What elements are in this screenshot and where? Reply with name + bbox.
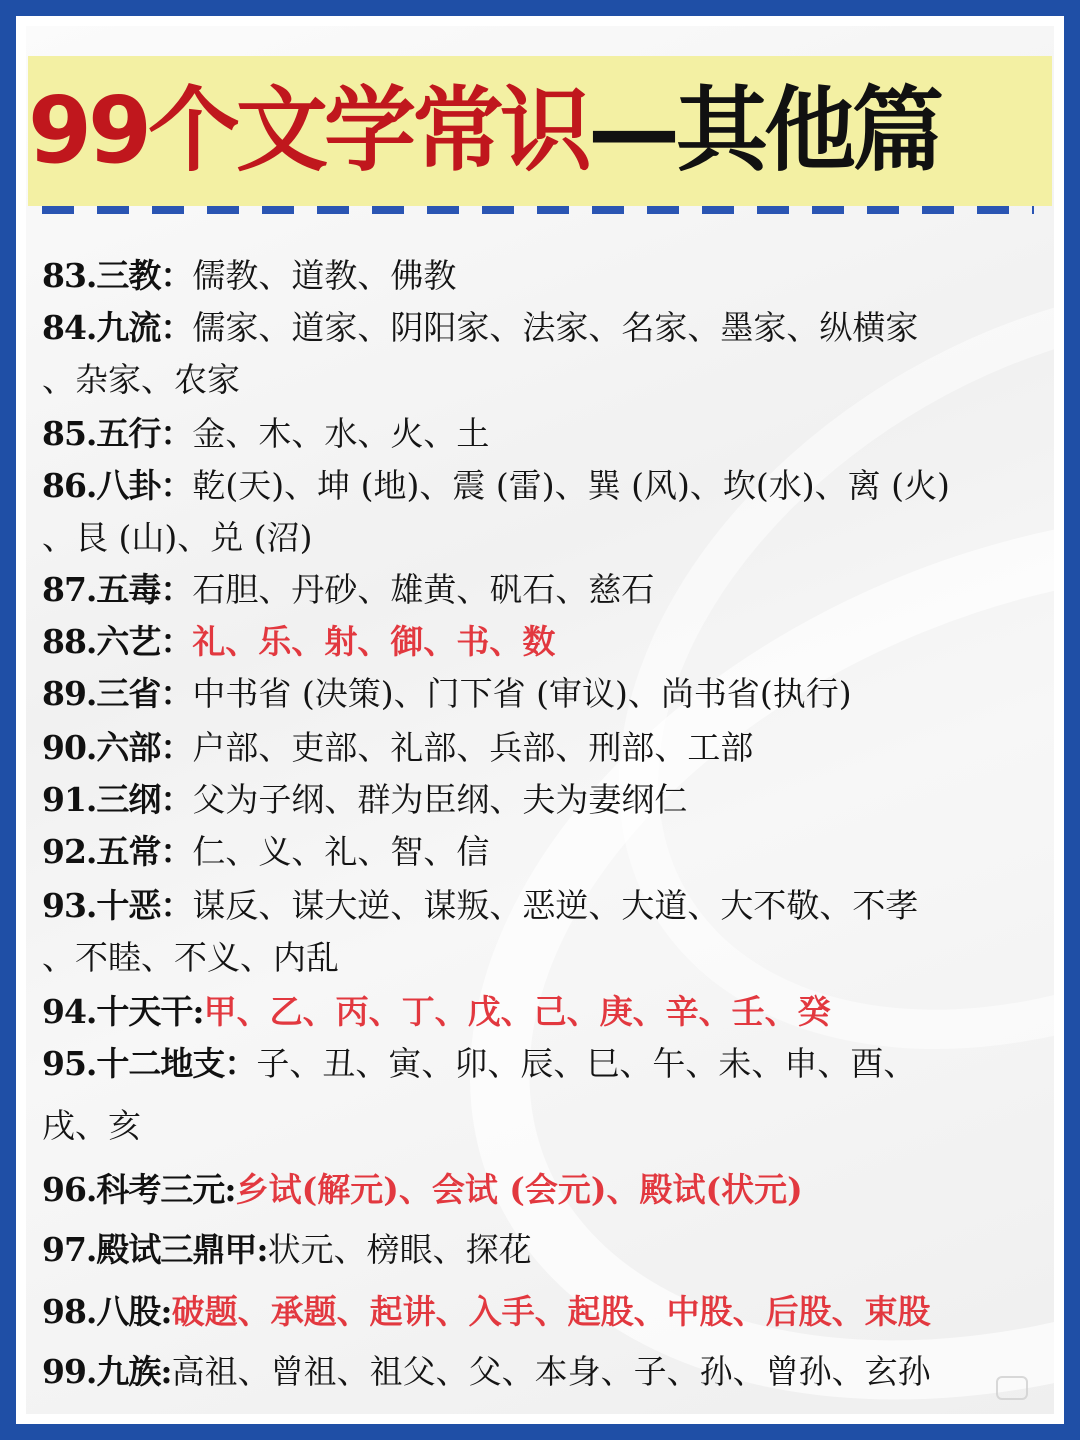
page-frame <box>16 16 1064 1424</box>
entry-text: 、杂家、农家 <box>42 360 240 399</box>
list-item-continuation <box>42 932 1034 979</box>
entry-text-highlight: 乡试(解元)、会试 (会元)、殿试(状元) <box>235 1170 803 1209</box>
list-item <box>42 1286 1034 1333</box>
dashed-divider <box>42 206 1034 214</box>
entry-text: 儒教、道教、佛教 <box>192 256 457 295</box>
list-item <box>42 564 1034 611</box>
entry-text: 金、木、水、火、土 <box>192 414 490 453</box>
title-red-part: 99个文学常识 <box>28 77 589 184</box>
entry-text: 仁、义、礼、智、信 <box>192 832 490 871</box>
list-item <box>42 250 1034 297</box>
entry-label: 89.三省： <box>42 674 193 713</box>
title-black-part: —其他篇 <box>588 77 941 184</box>
entry-label: 96.科考三元: <box>42 1170 236 1209</box>
list-item <box>42 1224 1034 1271</box>
list-item <box>42 1346 1034 1393</box>
entry-label: 99.九族: <box>42 1352 172 1391</box>
list-item-continuation <box>42 512 1034 559</box>
entry-text: 高祖、曾祖、祖父、父、本身、子、孙、曾孙、玄孙 <box>171 1352 931 1391</box>
content-card <box>26 26 1054 1414</box>
watermark-logo <box>996 1376 1028 1400</box>
entry-label: 88.六艺： <box>42 622 193 661</box>
entry-label: 94.十天干: <box>42 992 204 1031</box>
entry-text: 、不睦、不义、内乱 <box>42 938 339 977</box>
list-item <box>42 1038 1034 1085</box>
entry-label: 91.三纲： <box>42 780 193 819</box>
entry-text-highlight: 破题、承题、起讲、入手、起股、中股、后股、束股 <box>171 1292 931 1331</box>
list-item <box>42 986 1034 1033</box>
entry-label: 85.五行： <box>42 414 193 453</box>
entry-label: 95.十二地支： <box>42 1044 257 1083</box>
entry-text: 父为子纲、群为臣纲、夫为妻纲仁 <box>192 780 688 819</box>
entry-label: 87.五毒： <box>42 570 193 609</box>
entry-text: 户部、吏部、礼部、兵部、刑部、工部 <box>192 728 754 767</box>
entry-label: 90.六部： <box>42 728 193 767</box>
entry-text-highlight: 礼、乐、射、御、书、数 <box>192 622 556 661</box>
entry-text: 戌、亥 <box>42 1106 141 1145</box>
list-item <box>42 1164 1034 1211</box>
list-item <box>42 774 1034 821</box>
list-item-continuation <box>42 354 1034 401</box>
entry-text: 、艮 (山)、兑 (沼) <box>42 518 313 557</box>
page-title <box>28 56 1052 206</box>
entry-label: 97.殿试三鼎甲: <box>42 1230 268 1269</box>
entry-text-highlight: 甲、乙、丙、丁、戊、己、庚、辛、壬、癸 <box>203 992 831 1031</box>
list-item <box>42 722 1034 769</box>
entry-text: 状元、榜眼、探花 <box>267 1230 532 1269</box>
entry-text: 石胆、丹砂、雄黄、矾石、慈石 <box>192 570 655 609</box>
entry-label: 92.五常： <box>42 832 193 871</box>
list-item <box>42 880 1034 927</box>
entry-text: 乾(天)、坤 (地)、震 (雷)、巽 (风)、坎(水)、离 (火) <box>192 466 950 505</box>
list-item <box>42 460 1034 507</box>
title-banner <box>28 56 1052 206</box>
list-item <box>42 826 1034 873</box>
entry-text: 中书省 (决策)、门下省 (审议)、尚书省(执行) <box>192 674 852 713</box>
entry-label: 93.十恶： <box>42 886 193 925</box>
entry-text: 儒家、道家、阴阳家、法家、名家、墨家、纵横家 <box>192 308 919 347</box>
list-item-continuation <box>42 1100 1034 1147</box>
entry-label: 84.九流： <box>42 308 193 347</box>
entry-text: 谋反、谋大逆、谋叛、恶逆、大道、大不敬、不孝 <box>192 886 919 925</box>
entry-label: 86.八卦： <box>42 466 193 505</box>
list-item <box>42 408 1034 455</box>
entry-label: 83.三教： <box>42 256 193 295</box>
entry-label: 98.八股: <box>42 1292 172 1331</box>
list-item <box>42 668 1034 715</box>
entry-text: 子、丑、寅、卯、辰、巳、午、未、申、酉、 <box>256 1044 917 1083</box>
list-item <box>42 302 1034 349</box>
list-item <box>42 616 1034 663</box>
